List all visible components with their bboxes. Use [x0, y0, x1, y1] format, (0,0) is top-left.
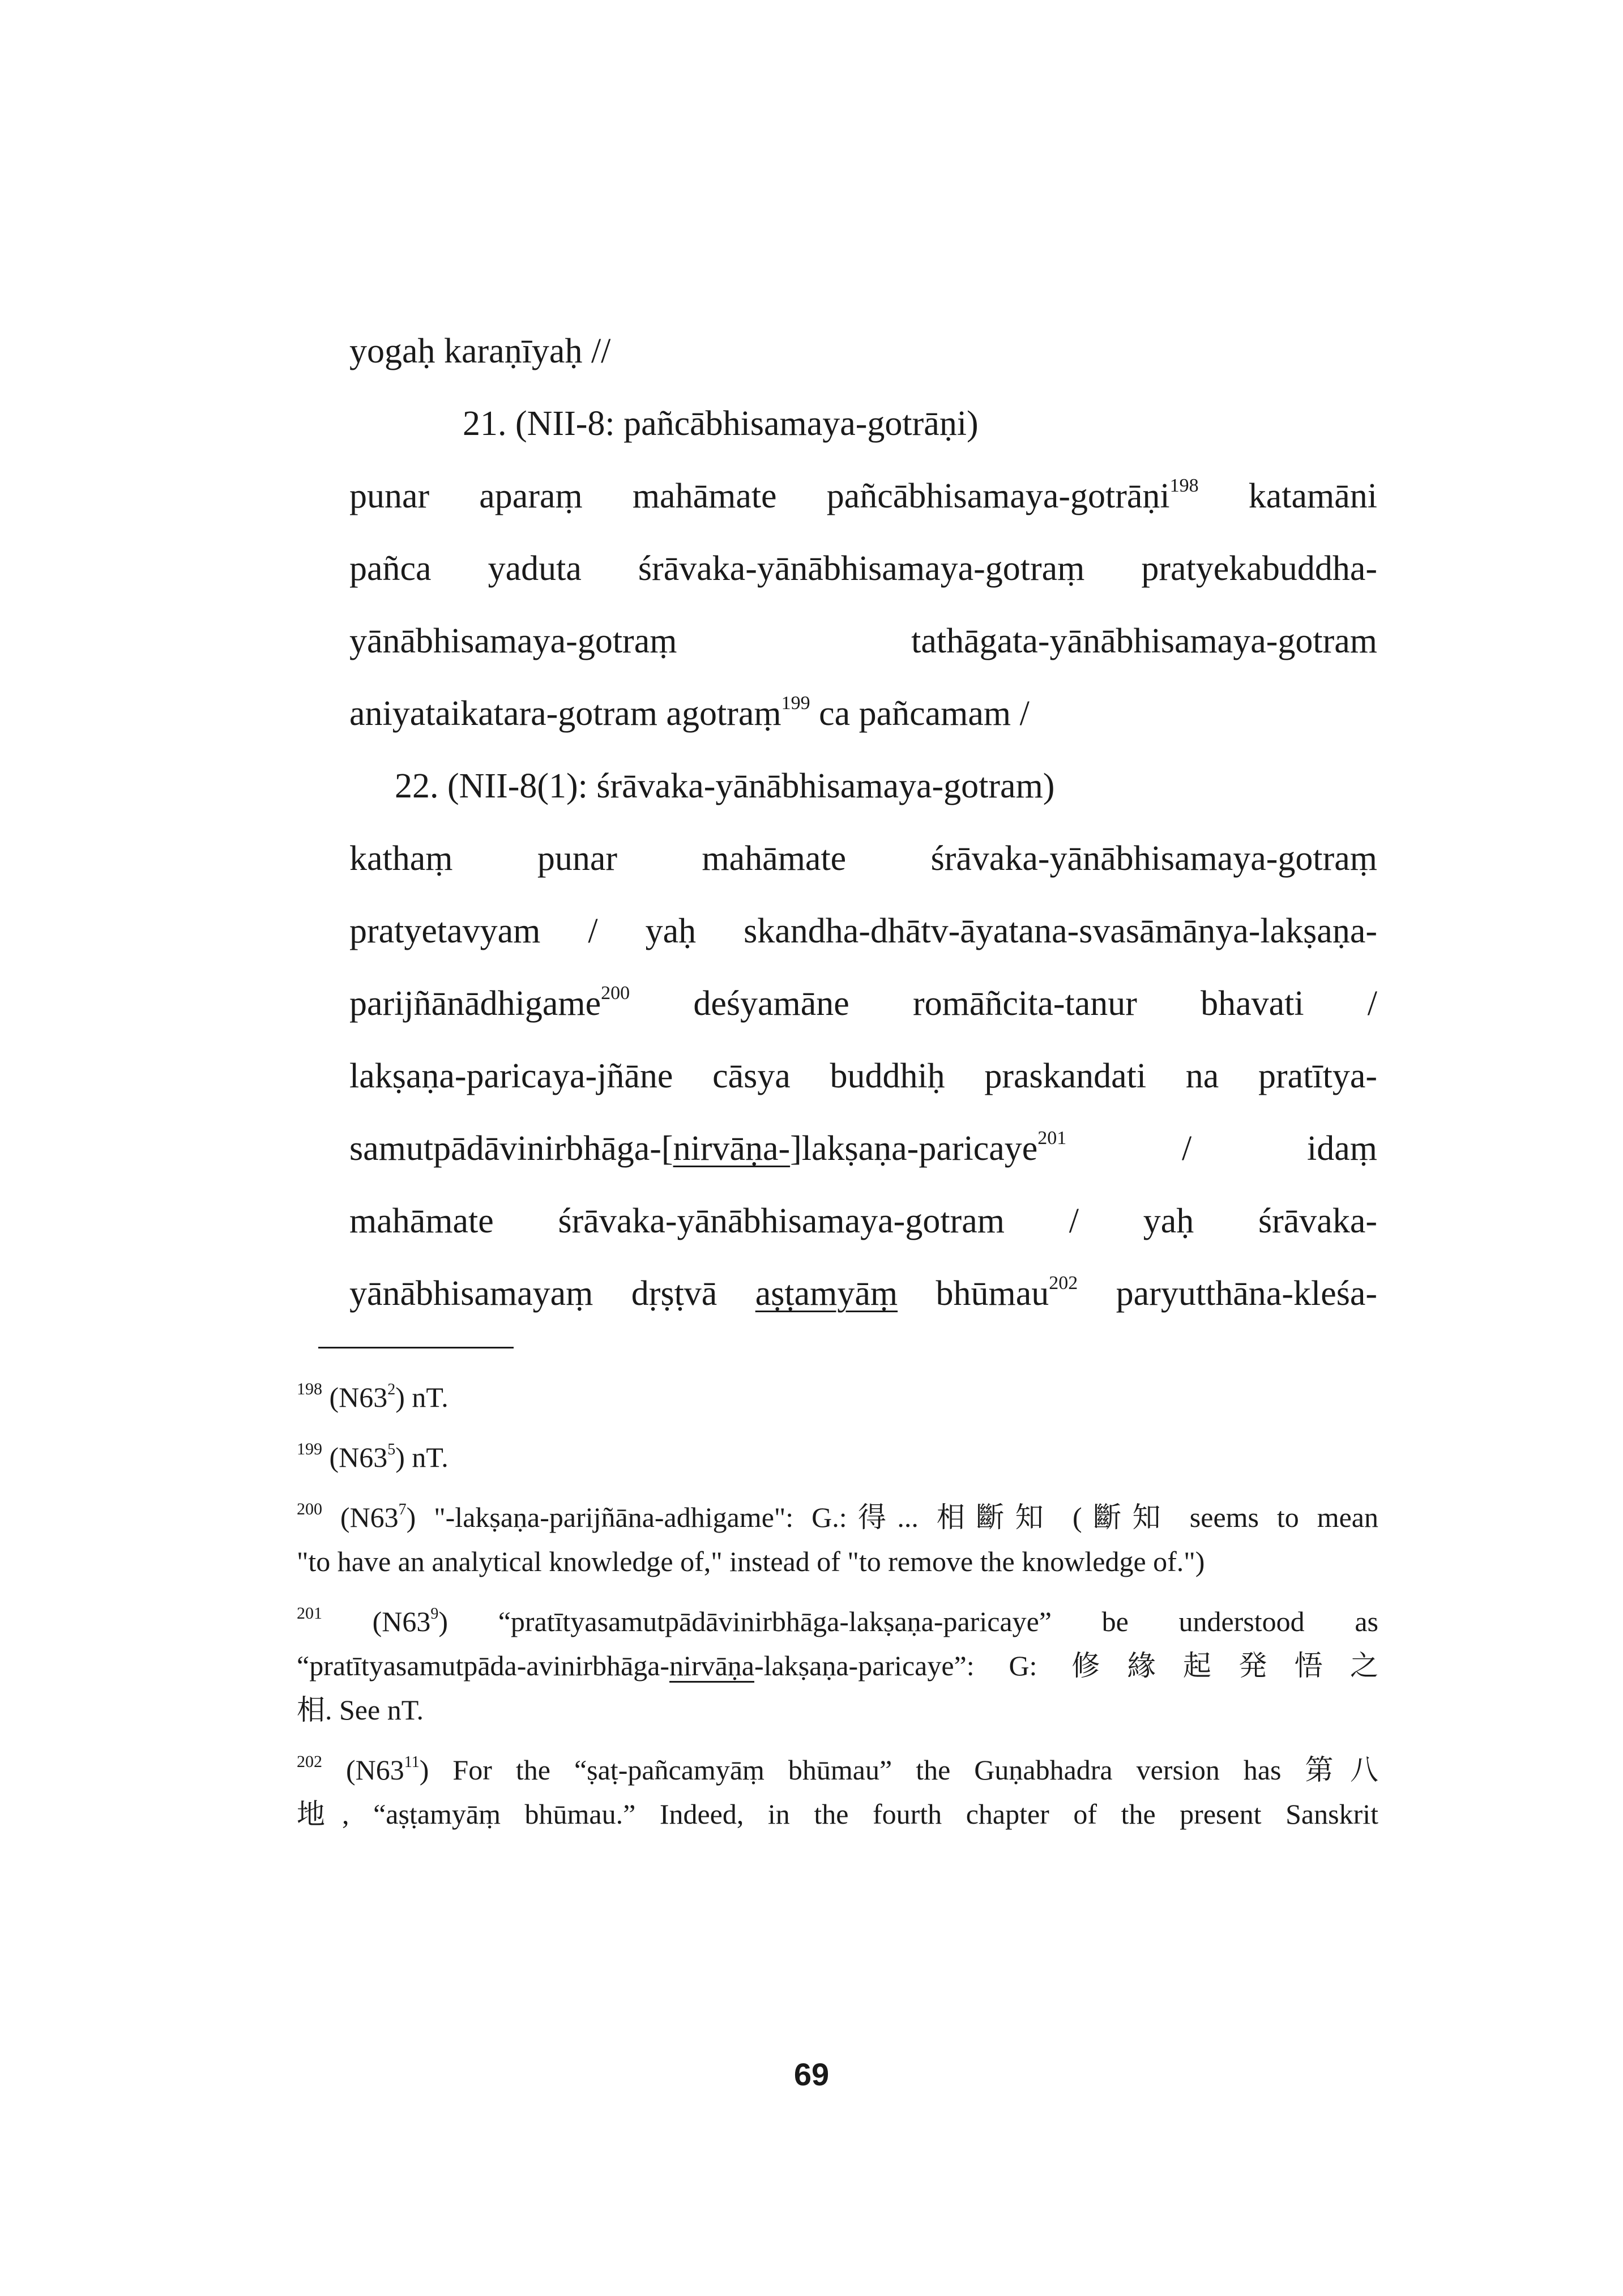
footnote-ref-202: 202	[1049, 1273, 1078, 1294]
text-line-8: kathaṃ punar mahāmate śrāvaka-yānābhisamaya-gotraṃ	[349, 839, 1377, 878]
text-line-10: parijñānādhigame$^{200}$ deśyamāne romāñcita-tanur bhavati /	[349, 983, 1377, 1023]
text-line-6: aniyataikatara-gotram agotraṃ$^{199}$ ca pañcamam /	[349, 693, 1030, 733]
text-line-12: samutpādāvinirbhāga-[nirvāṇa-]lakṣaṇa-paricaye$^{201}$ / idaṃ	[349, 1128, 1377, 1168]
main-text	[349, 315, 1377, 1330]
footnote-202: $^{202}$ (N63$^{11}$) For the “ṣaṭ-pañcamyāṃ bhūmau” the Guṇabhadra version has 第八 地, “aṣṭamyāṃ bhūmau.” Indeed, in the fourth chapter of the present Sanskrit	[297, 1752, 1379, 1830]
text-line-4: pañca yaduta śrāvaka-yānābhisamaya-gotraṃ pratyekabuddha-	[349, 549, 1377, 588]
text-line-1: yogaḥ karaṇīyaḥ //	[349, 332, 611, 370]
footnote-ref-198: 198	[1169, 475, 1199, 496]
section-heading-21: 21. (NII-8: pañcābhisamaya-gotrāṇi)	[463, 404, 979, 443]
text-line-11: lakṣaṇa-paricaya-jñāne cāsya buddhiḥ praskandati na pratītya-	[349, 1057, 1377, 1095]
text-line-5: yānābhisamaya-gotraṃ tathāgata-yānābhisamaya-gotram	[349, 622, 1377, 660]
footnotes	[297, 1375, 1378, 1852]
footnote-ref-201: 201	[1037, 1128, 1067, 1149]
footnote-201: $^{201}$ (N63$^9$) “pratītyasamutpādāvinirbhāga-lakṣaṇa-paricaye” be understood as “pratītyasamutpāda-avinirbhāga-nirvāṇa-lakṣaṇa-paricaye”: G: 修緣起発悟之 相. See nT.	[297, 1604, 1378, 1726]
footnote-divider	[318, 1347, 514, 1348]
text-line-9: pratyetavyam / yaḥ skandha-dhātv-āyatana-svasāmānya-lakṣaṇa-	[349, 912, 1377, 950]
footnote-200: $^{200}$ (N63$^7$) "-lakṣaṇa-parijñāna-adhigame": G.:得... 相斷知 (斷知 seems to mean "to have an analytical knowledge of," instead of "to remove the knowledge of.")	[297, 1500, 1378, 1577]
text-line-3: punar aparaṃ mahāmate pañcābhisamaya-gotrāṇi$^{198}$ katamāni	[349, 475, 1378, 515]
footnote-198: $^{198}$ (N63$^2$) nT.	[297, 1380, 449, 1413]
footnote-underlined-nirvana: nirvāṇa	[669, 1650, 754, 1682]
section-heading-22: 22. (NII-8(1): śrāvaka-yānābhisamaya-gotram)	[395, 767, 1055, 805]
page-number: 69	[793, 2056, 830, 2092]
text-line-13: mahāmate śrāvaka-yānābhisamaya-gotram / yaḥ śrāvaka-	[349, 1202, 1377, 1240]
text-line-14: yānābhisamayaṃ dṛṣṭvā aṣṭamyāṃ bhūmau$^{202}$ paryutthāna-kleśa-	[349, 1273, 1378, 1313]
footnote-ref-200: 200	[601, 983, 630, 1004]
underlined-astamyam: aṣṭamyāṃ	[755, 1274, 898, 1313]
footnote-199: $^{199}$ (N63$^5$) nT.	[297, 1440, 449, 1473]
footnote-ref-199: 199	[781, 693, 810, 714]
underlined-nirvana: nirvāṇa-	[673, 1129, 791, 1168]
